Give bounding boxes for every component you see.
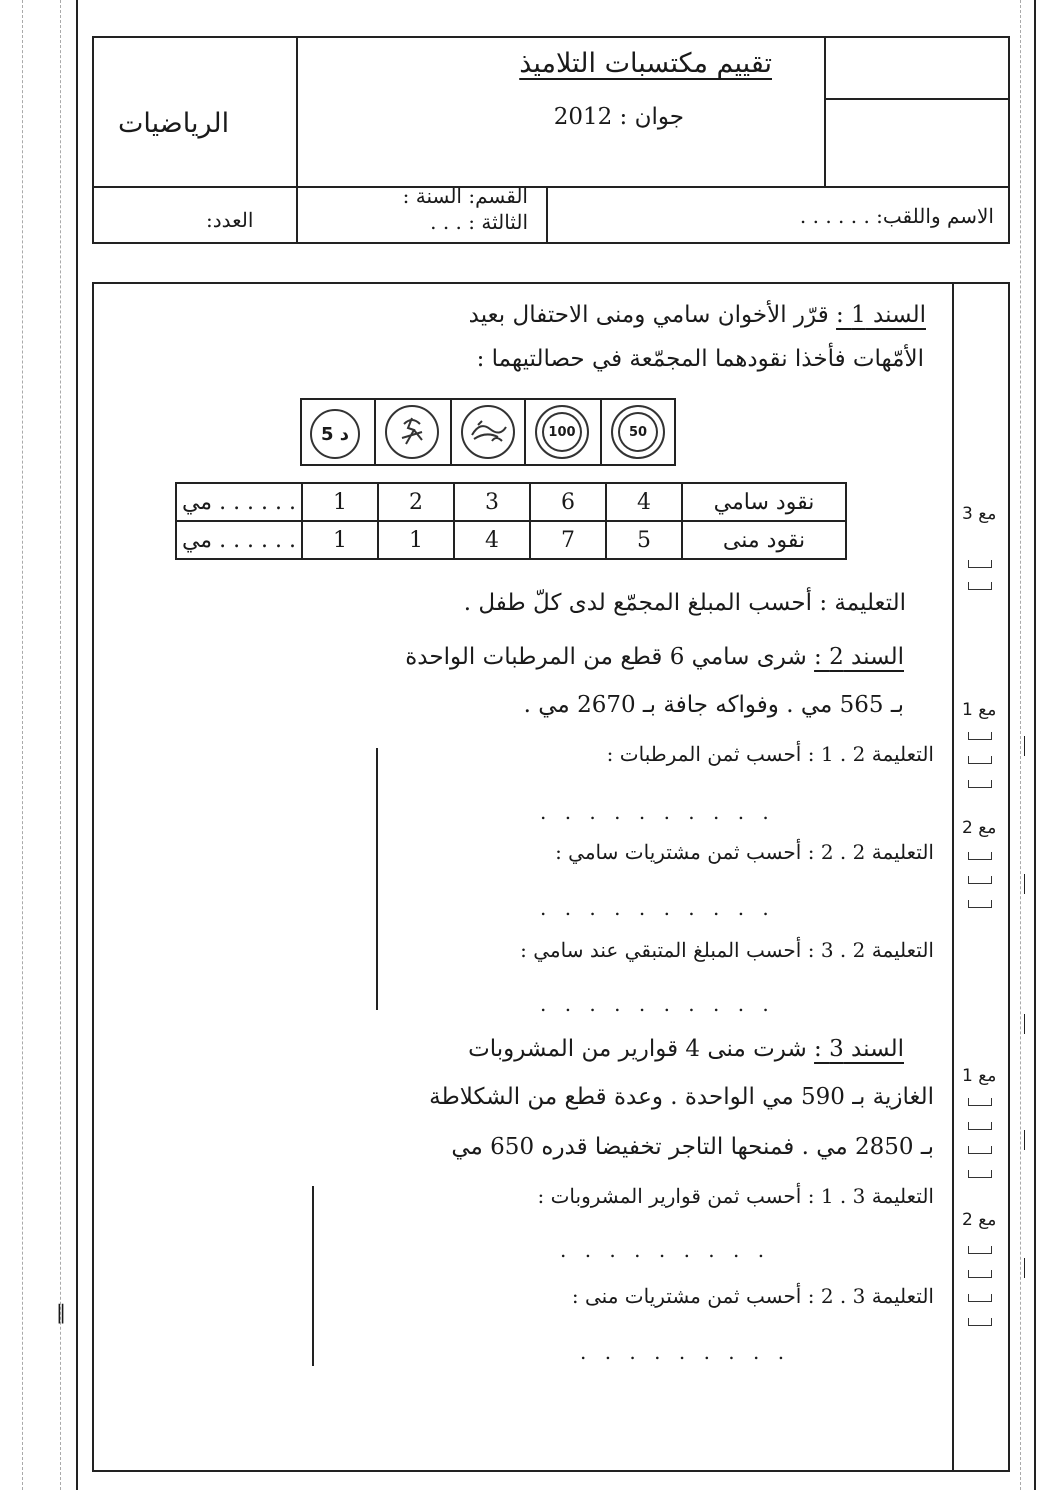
score-mark: مع 1	[962, 1066, 997, 1086]
score-tick	[968, 1170, 992, 1178]
grade-label: العدد:	[206, 208, 254, 232]
margin-scribble: ‖	[56, 1300, 66, 1324]
money-table	[175, 482, 847, 560]
instruction-2-3: التعليمة 2 . 3 : أحسب المبلغ المتبقي عند سامي :	[520, 938, 934, 962]
score-tick	[968, 852, 992, 860]
row-label: نقود سامي	[682, 483, 846, 521]
score-tick	[968, 732, 992, 740]
answer-dots: . . . . . . . . . .	[540, 800, 775, 824]
instruction-2-1: التعليمة 2 . 1 : أحسب ثمن المرطبات :	[606, 742, 934, 766]
score-tick	[968, 1270, 992, 1278]
session-date: جوان : 2012	[553, 104, 684, 130]
answer-dots: . . . . . . . . . .	[540, 896, 775, 920]
score-mark: مع 2	[962, 818, 997, 838]
table-cell: 1	[302, 521, 378, 559]
score-tick	[968, 582, 992, 590]
score-tick	[968, 1318, 992, 1326]
support2-label: السند 2 :	[814, 644, 904, 670]
score-tick	[968, 900, 992, 908]
coin-200-icon	[461, 405, 515, 459]
table-row	[176, 521, 846, 559]
coin-5d-icon: د 5	[310, 409, 360, 459]
score-tick	[968, 1246, 992, 1254]
coin-50-icon: 50	[611, 405, 665, 459]
score-tick	[968, 1294, 992, 1302]
support3-text-line2: الغازية بـ 590 مي الواحدة . وعدة قطع من الشكلاطة	[429, 1084, 934, 1110]
section-value: الثالثة : . . .	[430, 210, 528, 234]
answer-dots: . . . . . . . . .	[580, 1340, 791, 1364]
answer-dots: . . . . . . . . .	[560, 1238, 771, 1262]
total-cell: . . . . . . مي	[176, 483, 302, 521]
coin-10d-icon	[385, 405, 439, 459]
table-cell: 3	[454, 483, 530, 521]
support3-label: السند 3 :	[814, 1036, 904, 1062]
support1-instruction: التعليمة : أحسب المبلغ المجمّع لدى كلّ طفل .	[463, 590, 906, 616]
score-mark: مع 1	[962, 700, 997, 720]
answer-dots: . . . . . . . . . .	[540, 992, 775, 1016]
score-tick	[968, 560, 992, 568]
score-tick	[968, 1122, 992, 1130]
table-cell: 4	[454, 521, 530, 559]
score-mark: مع 2	[962, 1210, 997, 1230]
support3-text-line1: السند 3 : شرت منى 4 قوارير من المشروبات	[468, 1036, 904, 1062]
support1-label: السند 1 :	[836, 302, 926, 328]
page-title: تقييم مكتسبات التلاميذ	[519, 48, 772, 79]
table-cell: 2	[378, 483, 454, 521]
table-row	[176, 483, 846, 521]
instruction-3-2: التعليمة 3 . 2 : أحسب ثمن مشتريات منى :	[571, 1284, 934, 1308]
table-cell: 1	[378, 521, 454, 559]
support2-text-line1: السند 2 : شرى سامي 6 قطع من المرطبات الواحدة	[405, 644, 904, 670]
score-mark: مع 3	[962, 504, 997, 524]
instruction-2-2: التعليمة 2 . 2 : أحسب ثمن مشتريات سامي :	[555, 840, 934, 864]
row-label: نقود منى	[682, 521, 846, 559]
table-cell: 4	[606, 483, 682, 521]
coin-100-icon: 100	[535, 405, 589, 459]
score-tick	[968, 780, 992, 788]
score-tick	[968, 1098, 992, 1106]
support2-text-line2: بـ 565 مي . وفواكه جافة بـ 2670 مي .	[523, 692, 904, 718]
instruction-3-1: التعليمة 3 . 1 : أحسب ثمن قوارير المشروبات :	[537, 1184, 934, 1208]
table-cell: 6	[530, 483, 606, 521]
support1-text-line1: السند 1 : قرّر الأخوان سامي ومنى الاحتفال بعيد	[468, 302, 926, 328]
score-tick	[968, 876, 992, 884]
support3-text-line3: بـ 2850 مي . فمنحها التاجر تخفيضا قدره 650 مي	[451, 1134, 934, 1160]
total-cell: . . . . . . مي	[176, 521, 302, 559]
table-cell: 5	[606, 521, 682, 559]
support1-text-line2: الأمّهات فأخذا نقودهما المجمّعة في حصالتيهما :	[476, 346, 924, 372]
name-label: الاسم واللقب: . . . . . .	[799, 204, 994, 228]
subject-title: الرياضيات	[118, 108, 230, 139]
table-cell: 7	[530, 521, 606, 559]
score-tick	[968, 756, 992, 764]
table-cell: 1	[302, 483, 378, 521]
score-tick	[968, 1146, 992, 1154]
section-label: القسم: السنة :	[402, 184, 528, 208]
